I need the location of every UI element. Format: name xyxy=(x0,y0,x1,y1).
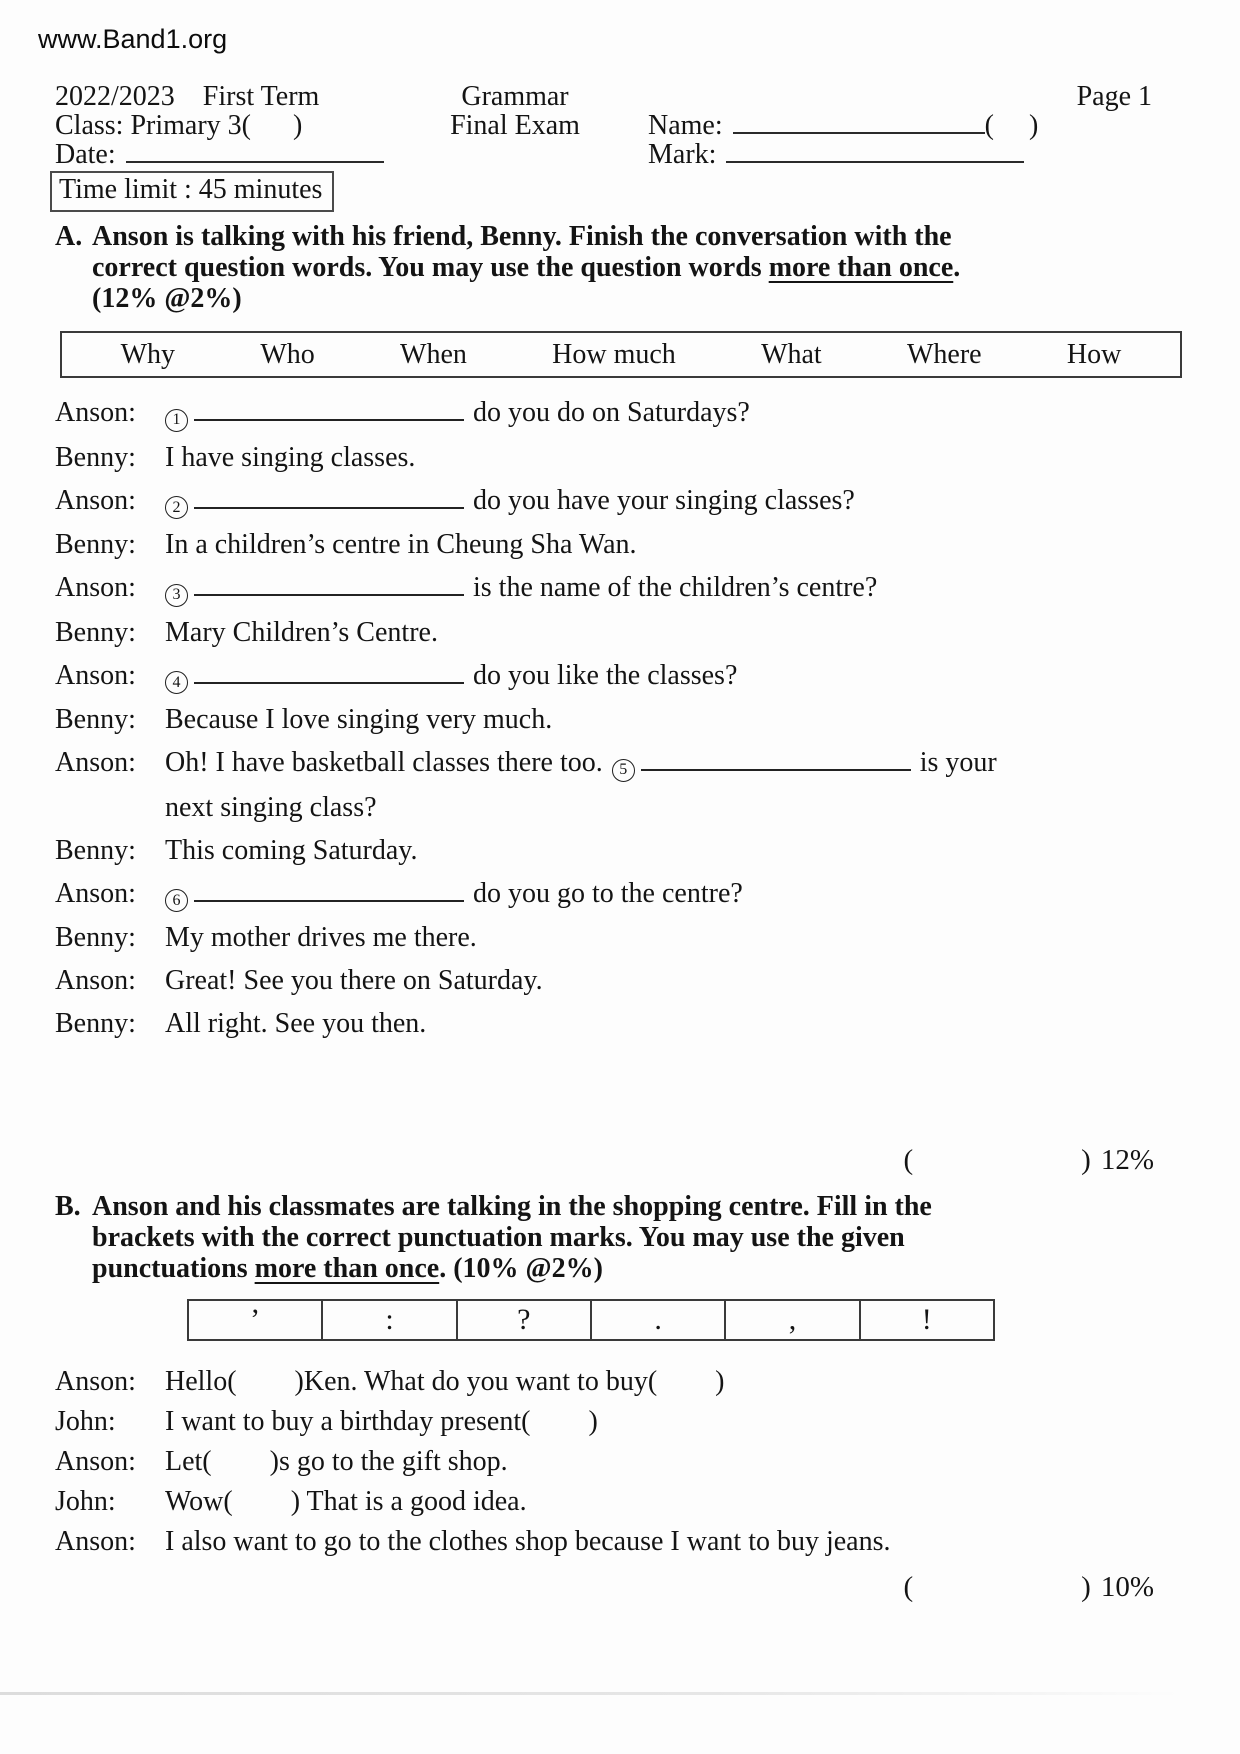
dialogue-row xyxy=(55,1525,1182,1559)
utterance-text: Great! See you there on Saturday. xyxy=(165,965,543,996)
exam-type-label: Final Exam xyxy=(450,110,580,141)
dialogue-row xyxy=(55,921,1182,955)
speaker-label: Benny: xyxy=(55,441,136,473)
utterance-text: I also want to go to the clothes shop because I want to buy jeans. xyxy=(165,1526,891,1557)
speaker-label xyxy=(55,791,165,825)
dialogue-row xyxy=(55,441,1182,475)
answer-blank[interactable] xyxy=(194,664,464,684)
speaker-label: Benny: xyxy=(55,922,136,953)
dialogue-row xyxy=(55,877,1182,913)
punctuation-item: : xyxy=(321,1301,455,1339)
word-bank-item: How xyxy=(1066,338,1122,370)
punctuation-item: ’ xyxy=(250,1303,261,1336)
dialogue-a xyxy=(55,396,1182,1041)
utterance-text: )s go to the gift shop. xyxy=(269,1446,508,1477)
answer-blank[interactable] xyxy=(194,882,464,902)
utterance-text: This coming Saturday. xyxy=(165,834,418,866)
scan-artifact-line xyxy=(0,1692,1180,1695)
name-paren: ( ) xyxy=(984,110,1039,141)
utterance-text: Mary Children’s Centre. xyxy=(165,616,438,648)
date-label: Date: xyxy=(55,139,116,170)
exam-header xyxy=(55,82,1180,169)
punctuation-item: ? xyxy=(456,1301,590,1339)
word-bank-item: Who xyxy=(260,338,315,370)
dialogue-row xyxy=(55,396,1182,432)
punctuation-item: . xyxy=(590,1301,724,1339)
dialogue-row xyxy=(55,659,1182,695)
speaker-label: Anson: xyxy=(55,397,136,428)
speaker-label: Anson: xyxy=(55,1526,136,1557)
speaker-label: Benny: xyxy=(55,704,136,735)
speaker-label: Anson: xyxy=(55,1446,136,1477)
utterance-text: do you go to the centre? xyxy=(473,877,743,909)
section-a-heading-line3: (12% @2%) xyxy=(92,283,242,314)
circled-number: 2 xyxy=(165,496,188,519)
section-b-heading-line2: brackets with the correct punctuation marks. You may use the given xyxy=(92,1222,905,1253)
more-than-once-underline: more than once xyxy=(768,252,954,283)
word-bank-item: What xyxy=(761,338,822,370)
speaker-label: Anson: xyxy=(55,747,136,778)
word-bank-item: How much xyxy=(552,338,676,370)
class-label: Class: Primary 3( ) xyxy=(55,110,303,141)
speaker-label: John: xyxy=(55,1406,116,1437)
mark-field[interactable] xyxy=(726,141,1024,163)
utterance-text: All right. See you then. xyxy=(165,1008,427,1039)
section-b-heading xyxy=(55,1191,1182,1284)
site-watermark: www.Band1.org xyxy=(38,24,228,54)
circled-number: 3 xyxy=(165,584,188,607)
utterance-text: is the name of the children’s centre? xyxy=(473,572,878,603)
speaker-label: Anson: xyxy=(55,484,136,516)
dialogue-row xyxy=(55,1007,1182,1041)
mark-label: Mark: xyxy=(648,139,717,170)
score-value: 10% xyxy=(1100,1571,1154,1603)
speaker-label: Anson: xyxy=(55,572,136,603)
utterance-text: )Ken. What do you want to buy( xyxy=(294,1366,658,1397)
speaker-label: John: xyxy=(55,1486,116,1517)
circled-number: 4 xyxy=(165,671,188,694)
score-paren-close: ) xyxy=(1081,1144,1091,1176)
speaker-label: Benny: xyxy=(55,529,136,560)
punctuation-bank xyxy=(187,1299,995,1341)
utterance-text: Because I love singing very much. xyxy=(165,704,553,735)
dialogue-row xyxy=(55,484,1182,520)
speaker-label: Benny: xyxy=(55,1008,136,1039)
circled-number: 5 xyxy=(612,759,635,782)
speaker-label: Anson: xyxy=(55,965,136,996)
score-value: 12% xyxy=(1100,1144,1154,1176)
dialogue-row xyxy=(55,834,1182,868)
utterance-text: Wow( xyxy=(165,1486,233,1517)
time-limit-box: Time limit : 45 minutes xyxy=(50,171,334,212)
answer-blank[interactable] xyxy=(641,751,911,771)
name-field[interactable] xyxy=(733,112,985,134)
dialogue-row xyxy=(55,1365,1182,1399)
utterance-text: next singing class? xyxy=(165,791,377,823)
circled-number: 1 xyxy=(165,409,188,432)
answer-blank[interactable] xyxy=(194,489,464,509)
utterance-text: ) xyxy=(715,1366,725,1397)
utterance-text: I have singing classes. xyxy=(165,441,416,473)
utterance-text: I want to buy a birthday present( xyxy=(165,1406,531,1437)
utterance-text: is your xyxy=(919,747,997,778)
punctuation-item: ! xyxy=(859,1301,993,1339)
punctuation-item: , xyxy=(724,1301,858,1339)
section-a-letter: A. xyxy=(55,221,83,252)
section-a-heading-line1: Anson is talking with his friend, Benny. Finish the conversation with the xyxy=(92,221,952,252)
dialogue-row xyxy=(55,703,1182,737)
section-b-score xyxy=(55,1571,1182,1604)
section-a-heading-line2: correct question words. You may use the question words more than once. xyxy=(92,252,961,283)
speaker-label: Anson: xyxy=(55,877,136,909)
utterance-text: Oh! I have basketball classes there too. xyxy=(165,747,603,778)
utterance-text: In a children’s centre in Cheung Sha Wan. xyxy=(165,529,637,560)
dialogue-row xyxy=(55,616,1182,650)
section-a-heading xyxy=(55,221,1182,314)
dialogue-row xyxy=(55,964,1182,998)
utterance-text: do you have your singing classes? xyxy=(473,484,855,516)
subject-label: Grammar xyxy=(461,81,569,112)
section-b-heading-line1: Anson and his classmates are talking in the shopping centre. Fill in the xyxy=(92,1191,932,1222)
dialogue-row xyxy=(55,791,1182,825)
dialogue-row xyxy=(55,1405,1182,1439)
dialogue-row xyxy=(55,528,1182,562)
term-label: 2022/2023 First Term xyxy=(55,81,320,112)
dialogue-row xyxy=(55,746,1182,782)
utterance-text: ) xyxy=(588,1406,598,1437)
word-bank-item: Why xyxy=(120,338,176,370)
score-paren-close: ) xyxy=(1081,1571,1091,1603)
speaker-label: Benny: xyxy=(55,834,136,866)
more-than-once-underline: more than once xyxy=(254,1253,440,1284)
speaker-label: Anson: xyxy=(55,659,136,691)
utterance-text: do you do on Saturdays? xyxy=(473,397,750,428)
utterance-text: My mother drives me there. xyxy=(165,922,477,953)
section-a-score xyxy=(55,1144,1182,1177)
speaker-label: Anson: xyxy=(55,1366,136,1397)
score-paren-open: ( xyxy=(903,1571,914,1603)
section-b-heading-line3: punctuations more than once. (10% @2%) xyxy=(92,1253,603,1284)
word-bank-item: Where xyxy=(906,338,982,370)
circled-number: 6 xyxy=(165,889,188,912)
utterance-text: Hello( xyxy=(165,1366,237,1397)
dialogue-row xyxy=(55,571,1182,607)
name-label: Name: xyxy=(648,110,723,141)
page-label: Page 1 xyxy=(1076,81,1152,112)
utterance-text: do you like the classes? xyxy=(473,659,738,691)
word-bank xyxy=(60,331,1182,378)
answer-blank[interactable] xyxy=(194,401,464,421)
word-bank-item: When xyxy=(400,338,467,370)
section-b-letter: B. xyxy=(55,1191,81,1222)
score-paren-open: ( xyxy=(903,1144,914,1176)
date-field[interactable] xyxy=(126,141,384,163)
utterance-text: ) That is a good idea. xyxy=(290,1486,527,1517)
utterance-text: Let( xyxy=(165,1446,212,1477)
dialogue-row xyxy=(55,1485,1182,1519)
speaker-label: Benny: xyxy=(55,616,136,648)
dialogue-row xyxy=(55,1445,1182,1479)
answer-blank[interactable] xyxy=(194,576,464,596)
dialogue-b xyxy=(55,1365,1182,1559)
